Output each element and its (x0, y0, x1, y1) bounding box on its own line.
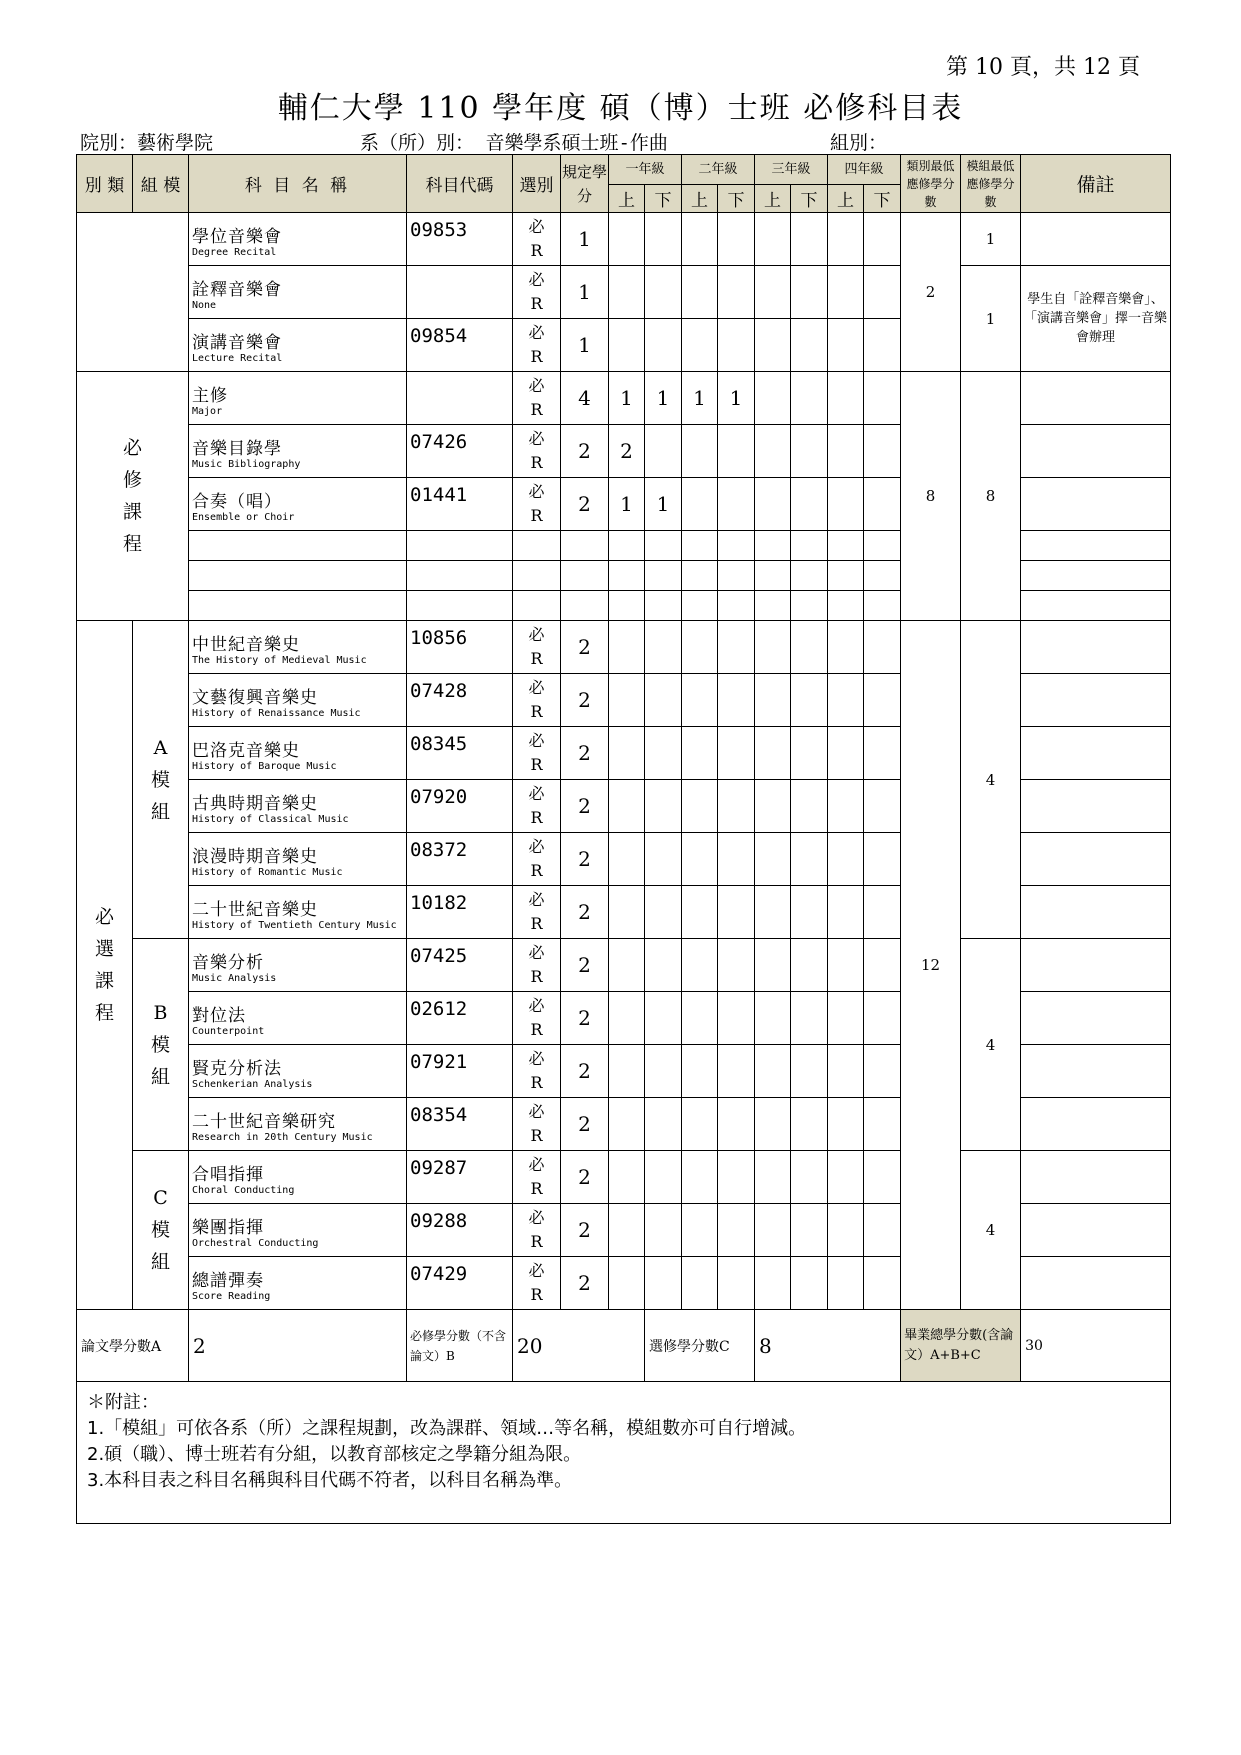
document-title: 輔仁大學 110 學年度 碩（博）士班 必修科目表 (277, 91, 964, 126)
table-row (77, 1151, 1171, 1204)
course-name: 中世紀音樂史 (192, 635, 300, 655)
course-name: 演講音樂會 (192, 333, 282, 353)
course-type-en: R (530, 1020, 543, 1039)
header-year2: 二年級 (682, 155, 755, 185)
semester-credit: 1 (609, 478, 645, 531)
course-name-en: History of Classical Music (192, 814, 349, 825)
header-module: 組 模 (133, 155, 189, 213)
course-type-en: R (530, 400, 543, 419)
course-name-en: Score Reading (192, 1291, 271, 1302)
header-note: 備註 (1021, 155, 1171, 213)
course-name: 主修 (192, 386, 228, 406)
college-label: 院別：藝術學院 (80, 132, 214, 154)
header-sem-up: 上 (828, 185, 864, 213)
course-type-en: R (530, 1126, 543, 1145)
course-name-en: History of Baroque Music (192, 761, 337, 772)
header-sem-down: 下 (864, 185, 901, 213)
elective-category-label: 必 選 課 程 (77, 621, 133, 1310)
course-credits: 2 (561, 992, 609, 1045)
total-credits-label: 畢業總學分數(含論文）A+B+C (901, 1310, 1021, 1382)
course-name-en: History of Twentieth Century Music (192, 920, 397, 931)
course-name: 合唱指揮 (192, 1165, 264, 1185)
course-type: 必 (528, 1049, 545, 1068)
course-type: 必 (528, 1155, 545, 1174)
semester-credit: 1 (682, 372, 718, 425)
course-credits: 2 (561, 1151, 609, 1204)
course-name-en: Orchestral Conducting (192, 1238, 319, 1249)
header-code: 科目代碼 (407, 155, 513, 213)
course-type: 必 (528, 429, 545, 448)
course-name-en: Choral Conducting (192, 1185, 295, 1196)
course-name: 學位音樂會 (192, 227, 282, 247)
module-c-label: C 模 組 (133, 1151, 189, 1310)
semester-credit (645, 425, 682, 478)
footnote-item: 1.「模組」可依各系（所）之課程規劃，改為課群、領域…等名稱，模組數亦可自行增減。 (87, 1418, 807, 1439)
semester-credit: 1 (718, 372, 755, 425)
required-credits-label: 必修學分數（不含論文）B (407, 1310, 513, 1382)
course-name: 音樂目錄學 (192, 439, 282, 459)
thesis-mod-min-1: 1 (961, 213, 1021, 266)
header-sem-down: 下 (718, 185, 755, 213)
required-credits-value: 20 (513, 1310, 645, 1382)
footnote-item: 2.碩（職）、博士班若有分組，以教育部核定之學籍分組為限。 (87, 1444, 582, 1465)
header-sem-up: 上 (609, 185, 645, 213)
semester-credit: 1 (645, 478, 682, 531)
thesis-cat-min: 2 (901, 213, 961, 372)
course-code: 09288 (407, 1204, 513, 1257)
course-name: 詮釋音樂會 (192, 280, 282, 300)
course-type-en: R (530, 506, 543, 525)
course-type-en: R (530, 347, 543, 366)
course-type-en: R (530, 914, 543, 933)
table-header (77, 155, 1171, 185)
course-type: 必 (528, 625, 545, 644)
course-credits: 2 (561, 425, 609, 478)
course-code: 08372 (407, 833, 513, 886)
semester-credit: 1 (609, 372, 645, 425)
table-row (77, 939, 1171, 992)
header-sem-up: 上 (755, 185, 791, 213)
course-type-en: R (530, 702, 543, 721)
course-name: 合奏（唱） (192, 492, 282, 512)
module-b-min: 4 (961, 939, 1021, 1151)
course-name-en: Ensemble or Choir (192, 512, 295, 523)
course-credits: 1 (561, 319, 609, 372)
course-code: 07920 (407, 780, 513, 833)
elective-cat-min: 12 (901, 621, 961, 1310)
module-c-min: 4 (961, 1151, 1021, 1310)
course-credits: 2 (561, 780, 609, 833)
semester-credit: 1 (645, 372, 682, 425)
course-name: 文藝復興音樂史 (192, 688, 318, 708)
thesis-mod-min-2: 1 (961, 266, 1021, 372)
header-sem-down: 下 (645, 185, 682, 213)
footnote-heading: ＊附註： (87, 1392, 159, 1413)
module-a-min: 4 (961, 621, 1021, 939)
course-name-en: Counterpoint (192, 1026, 265, 1037)
thesis-note: 學生自「詮釋音樂會」、「演講音樂會」擇一音樂會辦理 (1021, 266, 1171, 372)
header-name: 科 目 名 稱 (189, 155, 407, 213)
header-cat-min: 類別最低應修學分數 (901, 155, 961, 213)
course-name-en: Degree Recital (192, 247, 277, 258)
department-label: 系（所）別： 音樂學系碩士班-作曲 (360, 132, 668, 154)
course-type: 必 (528, 1261, 545, 1280)
course-code: 10856 (407, 621, 513, 674)
footnote-row (77, 1382, 1171, 1524)
required-cat-min: 8 (901, 372, 961, 621)
course-code: 07921 (407, 1045, 513, 1098)
course-type-en: R (530, 294, 543, 313)
course-credits: 2 (561, 1098, 609, 1151)
module-a-label: A 模 組 (133, 621, 189, 939)
course-credits: 2 (561, 1045, 609, 1098)
course-type: 必 (528, 890, 545, 909)
group-label: 組別： (830, 132, 888, 154)
course-type-en: R (530, 808, 543, 827)
course-code: 07429 (407, 1257, 513, 1310)
course-type-en: R (530, 861, 543, 880)
course-name-en: Major (192, 406, 223, 417)
semester-credit: 2 (609, 425, 645, 478)
page-number: 第 10 頁，共 12 頁 (946, 55, 1140, 80)
required-mod-min: 8 (961, 372, 1021, 621)
table-row (77, 266, 1171, 319)
footnotes (77, 1382, 1171, 1524)
course-type-en: R (530, 649, 543, 668)
thesis-credits-value: 2 (189, 1310, 407, 1382)
course-credits: 2 (561, 1204, 609, 1257)
elective-credits-label: 選修學分數C (645, 1310, 755, 1382)
course-name: 古典時期音樂史 (192, 794, 318, 814)
course-type: 必 (528, 376, 545, 395)
course-credits: 1 (561, 213, 609, 266)
footnote-item: 3.本科目表之科目名稱與科目代碼不符者，以科目名稱為準。 (87, 1470, 573, 1491)
course-code: 07425 (407, 939, 513, 992)
header-type: 選別 (513, 155, 561, 213)
course-code: 02612 (407, 992, 513, 1045)
course-code: 09853 (407, 213, 513, 266)
course-name: 音樂分析 (192, 953, 264, 973)
module-b-label: B 模 組 (133, 939, 189, 1151)
course-code: 09854 (407, 319, 513, 372)
course-credits: 2 (561, 727, 609, 780)
course-name: 賢克分析法 (192, 1059, 282, 1079)
course-credits: 1 (561, 266, 609, 319)
course-type: 必 (528, 943, 545, 962)
table-row (77, 621, 1171, 674)
course-type-en: R (530, 755, 543, 774)
thesis-credits-label: 論文學分數A (77, 1310, 189, 1382)
course-name: 浪漫時期音樂史 (192, 847, 318, 867)
course-type: 必 (528, 996, 545, 1015)
course-name-en: History of Renaissance Music (192, 708, 361, 719)
course-name-en: Research in 20th Century Music (192, 1132, 373, 1143)
course-type-en: R (530, 1179, 543, 1198)
course-type: 必 (528, 678, 545, 697)
course-code: 01441 (407, 478, 513, 531)
course-code (407, 266, 513, 319)
thesis-category-cell (77, 213, 189, 372)
elective-credits-value: 8 (755, 1310, 901, 1382)
table-row (77, 372, 1171, 425)
course-code: 09287 (407, 1151, 513, 1204)
course-code: 07428 (407, 674, 513, 727)
course-name-en: History of Romantic Music (192, 867, 343, 878)
course-code: 07426 (407, 425, 513, 478)
course-type-en: R (530, 1285, 543, 1304)
course-code: 08345 (407, 727, 513, 780)
course-name-en: Music Bibliography (192, 459, 301, 470)
course-name: 總譜彈奏 (192, 1271, 264, 1291)
course-code (407, 372, 513, 425)
summary-row (77, 1310, 1171, 1382)
header-year4: 四年級 (828, 155, 901, 185)
course-type: 必 (528, 217, 545, 236)
course-credits: 2 (561, 939, 609, 992)
course-code: 08354 (407, 1098, 513, 1151)
course-name-en: Lecture Recital (192, 353, 283, 364)
course-type: 必 (528, 784, 545, 803)
course-type-en: R (530, 453, 543, 472)
course-table (76, 154, 1171, 1524)
course-name: 二十世紀音樂研究 (192, 1112, 336, 1132)
course-credits: 2 (561, 833, 609, 886)
header-sem-down: 下 (791, 185, 828, 213)
course-name-en: Music Analysis (192, 973, 277, 984)
course-credits: 2 (561, 478, 609, 531)
course-type: 必 (528, 837, 545, 856)
course-type: 必 (528, 1208, 545, 1227)
header-year1: 一年級 (609, 155, 682, 185)
header-year3: 三年級 (755, 155, 828, 185)
header-category: 別 類 (77, 155, 133, 213)
table-row (77, 213, 1171, 266)
course-type-en: R (530, 1232, 543, 1251)
course-type-en: R (530, 241, 543, 260)
course-type-en: R (530, 1073, 543, 1092)
course-name-en: The History of Medieval Music (192, 655, 367, 666)
course-type: 必 (528, 323, 545, 342)
course-code: 10182 (407, 886, 513, 939)
course-type: 必 (528, 1102, 545, 1121)
course-name: 樂團指揮 (192, 1218, 264, 1238)
course-credits: 2 (561, 886, 609, 939)
course-credits: 2 (561, 1257, 609, 1310)
header-sem-up: 上 (682, 185, 718, 213)
required-category-label: 必 修 課 程 (77, 372, 189, 621)
course-name: 巴洛克音樂史 (192, 741, 300, 761)
course-credits: 2 (561, 674, 609, 727)
course-name: 對位法 (192, 1006, 246, 1026)
course-credits: 4 (561, 372, 609, 425)
course-type: 必 (528, 482, 545, 501)
course-name-en: None (192, 300, 217, 311)
header-mod-min: 模組最低應修學分數 (961, 155, 1021, 213)
course-credits: 2 (561, 621, 609, 674)
course-type: 必 (528, 731, 545, 750)
course-type-en: R (530, 967, 543, 986)
course-name: 二十世紀音樂史 (192, 900, 318, 920)
total-credits-value: 30 (1021, 1310, 1171, 1382)
course-name-en: Schenkerian Analysis (192, 1079, 313, 1090)
course-type: 必 (528, 270, 545, 289)
header-credits: 規定學分 (561, 155, 609, 213)
